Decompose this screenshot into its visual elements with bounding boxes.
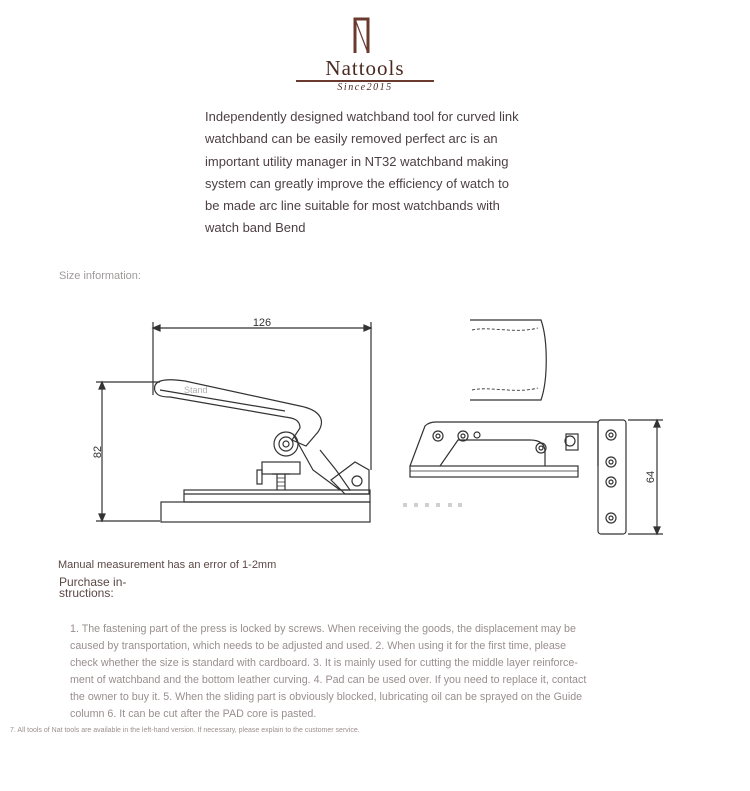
tool-side-view — [155, 380, 370, 522]
side-height-label: 64 — [645, 470, 657, 484]
intro-line: watch band Bend — [205, 220, 306, 236]
instruction-line: caused by transportation, which needs to be adjusted and used. 2. When using it for the first time, please — [70, 640, 567, 653]
instruction-line: check whether the size is standard with cardboard. 3. It is mainly used for cutting the middle layer reinforce- — [70, 657, 578, 670]
curved-band-view — [470, 320, 546, 400]
purchase-title — [59, 577, 126, 599]
size-info-label: Size information: — [59, 270, 141, 282]
faded-marks — [403, 503, 462, 507]
height-dimension — [96, 382, 160, 521]
width-label: 126 — [252, 317, 272, 329]
instruction-line: ment of watchband and the bottom leather curving. 4. Pad can be used over. If you need to replace it, contact — [70, 674, 587, 687]
footer-note: 7. All tools of Nat tools are available in the left-hand version. If necessary, please explain to the customer service. — [10, 727, 360, 734]
instruction-line: column 6. It can be cut after the PAD core is pasted. — [70, 708, 317, 721]
height-label: 82 — [92, 445, 104, 459]
brand-since: Since2015 — [337, 82, 393, 93]
purchase-title-line: structions: — [59, 586, 114, 600]
measurement-error-note: Manual measurement has an error of 1-2mm — [58, 559, 277, 571]
intro-line: Independently designed watchband tool for curved link — [205, 109, 519, 124]
width-dimension — [153, 322, 371, 470]
purchase-instructions — [70, 621, 600, 724]
part-label: Stand — [184, 385, 208, 395]
intro-line: important utility manager in NT32 watchband making — [205, 153, 509, 169]
intro-line: be made arc line suitable for most watchbands with — [205, 198, 500, 214]
intro-line: watchband can be easily removed perfect arc is an — [205, 131, 498, 147]
tool-front-view — [410, 420, 626, 534]
instruction-line: the owner to buy it. 5. When the sliding part is obviously blocked, lubricating oil can be sprayed on the Guide — [70, 691, 583, 704]
instruction-line: 1. The fastening part of the press is locked by screws. When receiving the goods, the displacement may be — [70, 623, 576, 635]
purchase-title-line: Purchase in- — [59, 575, 127, 589]
intro-line: system can greatly improve the efficiency of watch to — [205, 175, 509, 191]
brand-name: Nattools — [325, 56, 405, 80]
